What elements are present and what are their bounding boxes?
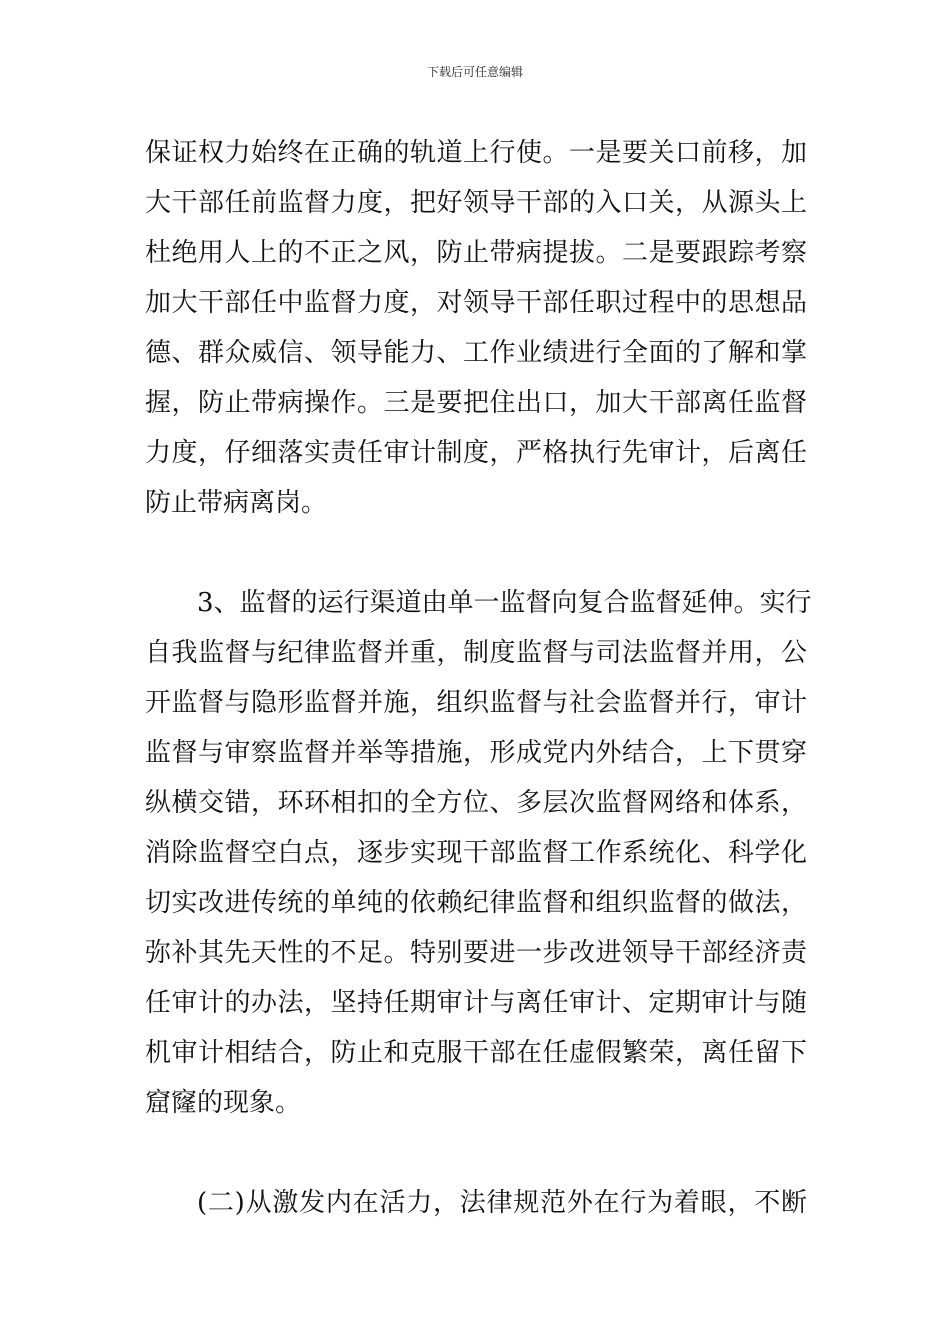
paragraph-spacer bbox=[145, 528, 807, 578]
paragraph-spacer bbox=[145, 1128, 807, 1178]
text-line: 杜绝用人上的不正之风，防止带病提拔。二是要跟踪考察 bbox=[145, 238, 807, 268]
text-line: 开监督与隐形监督并施，组织监督与社会监督并行，审计 bbox=[145, 688, 807, 718]
text-line: 机审计相结合，防止和克服干部在任虚假繁荣，离任留下 bbox=[145, 1038, 807, 1068]
text-line: 大干部任前监督力度，把好领导干部的入口关，从源头上 bbox=[145, 188, 807, 218]
text-line: 3、监督的运行渠道由单一监督向复合监督延伸。实行 bbox=[197, 588, 812, 618]
text-line: 力度，仔细落实责任审计制度，严格执行先审计，后离任 bbox=[145, 438, 807, 468]
document-body bbox=[145, 128, 812, 1228]
text-line: 自我监督与纪律监督并重，制度监督与司法监督并用，公 bbox=[145, 638, 807, 668]
text-line: 握，防止带病操作。三是要把住出口，加大干部离任监督 bbox=[145, 388, 807, 418]
paragraph-1 bbox=[145, 128, 807, 528]
text-line: 窟窿的现象。 bbox=[145, 1088, 302, 1118]
text-line: 消除监督空白点，逐步实现干部监督工作系统化、科学化 bbox=[145, 838, 807, 868]
text-line: (二)从激发内在活力，法律规范外在行为着眼，不断 bbox=[197, 1188, 807, 1218]
text-line: 防止带病离岗。 bbox=[145, 488, 328, 518]
page-header: 下载后可任意编辑 bbox=[426, 65, 523, 79]
text-line: 监督与审察监督并举等措施，形成党内外结合，上下贯穿 bbox=[145, 738, 807, 768]
text-line: 纵横交错，环环相扣的全方位、多层次监督网络和体系， bbox=[145, 788, 807, 818]
text-line: 德、群众威信、领导能力、工作业绩进行全面的了解和掌 bbox=[145, 338, 807, 368]
text-line: 切实改进传统的单纯的依赖纪律监督和组织监督的做法， bbox=[145, 888, 807, 918]
text-line: 保证权力始终在正确的轨道上行使。一是要关口前移，加 bbox=[145, 138, 807, 168]
paragraph-3 bbox=[145, 1178, 807, 1228]
text-line: 弥补其先天性的不足。特别要进一步改进领导干部经济责 bbox=[145, 938, 807, 968]
text-line: 加大干部任中监督力度，对领导干部任职过程中的思想品 bbox=[145, 288, 807, 318]
text-line: 任审计的办法，坚持任期审计与离任审计、定期审计与随 bbox=[145, 988, 807, 1018]
paragraph-2 bbox=[145, 578, 812, 1128]
